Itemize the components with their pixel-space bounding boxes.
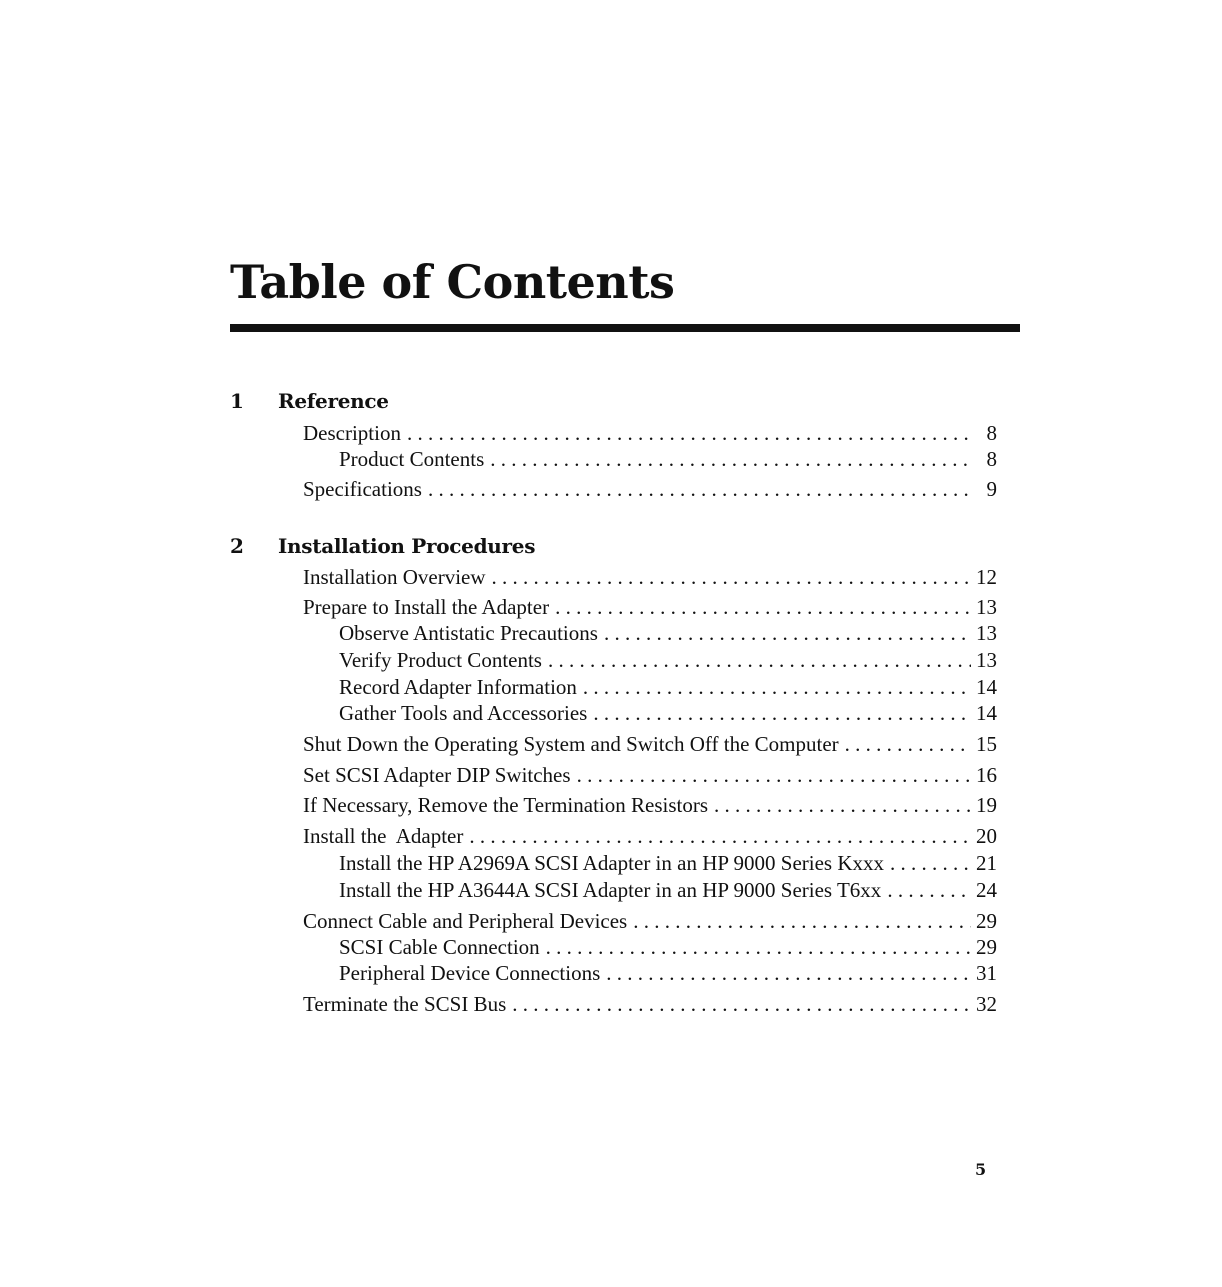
dot-leader (577, 674, 971, 700)
toc-entry[interactable] (303, 476, 997, 502)
toc-entry-label: Description (303, 421, 401, 445)
dot-leader (708, 792, 971, 818)
toc-entry-label: SCSI Cable Connection (339, 935, 540, 959)
toc-entry-page: 32 (976, 992, 997, 1016)
toc-entry-page: 31 (976, 961, 997, 985)
toc-entry-page: 13 (976, 621, 997, 645)
toc-entry-page: 14 (976, 675, 997, 699)
page-title: Table of Contents (230, 255, 675, 309)
toc-entry-page: 13 (976, 648, 997, 672)
dot-leader (506, 991, 971, 1017)
toc-entry-page: 21 (976, 851, 997, 875)
toc-entry-label: Product Contents (339, 447, 485, 471)
toc-entry-label: Prepare to Install the Adapter (303, 595, 550, 619)
dot-leader (401, 420, 971, 446)
toc-entry-page: 13 (976, 595, 997, 619)
toc-entry-page: 29 (976, 935, 997, 959)
toc-entry-label: Shut Down the Operating System and Switch Off the Computer (303, 732, 839, 756)
toc-entry-label: Install the HP A2969A SCSI Adapter in an HP 9000 Series Kxxx (339, 851, 885, 875)
toc-entry[interactable] (303, 792, 997, 818)
toc-entry-label: Record Adapter Information (339, 675, 577, 699)
page-number: 5 (975, 1160, 987, 1179)
dot-leader (463, 823, 971, 849)
toc-entry[interactable] (303, 823, 997, 849)
dot-leader (600, 960, 971, 986)
dot-leader (486, 564, 971, 590)
toc-entry-label: Peripheral Device Connections (339, 961, 601, 985)
toc-entry-page: 9 (986, 477, 997, 501)
toc-entry-label: Install the HP A3644A SCSI Adapter in an HP 9000 Series T6xx (339, 878, 882, 902)
dot-leader (839, 731, 971, 757)
toc-entry[interactable] (303, 731, 997, 757)
dot-leader (422, 476, 971, 502)
chapter-title: Reference (278, 389, 389, 413)
toc-entry-label: Gather Tools and Accessories (339, 701, 588, 725)
toc-entry[interactable] (303, 594, 997, 620)
toc-entry[interactable] (339, 960, 997, 986)
toc-entry[interactable] (303, 762, 997, 788)
toc-entry-label: If Necessary, Remove the Termination Resistors (303, 793, 709, 817)
toc-entry-label: Connect Cable and Peripheral Devices (303, 909, 628, 933)
dot-leader (884, 850, 971, 876)
toc-entry-page: 15 (976, 732, 997, 756)
dot-leader (571, 762, 971, 788)
toc-entry-page: 29 (976, 909, 997, 933)
dot-leader (587, 700, 971, 726)
dot-leader (881, 877, 971, 903)
dot-leader (540, 934, 971, 960)
toc-entry-page: 8 (986, 447, 997, 471)
toc-entry[interactable] (303, 991, 997, 1017)
toc-entry[interactable] (339, 647, 997, 673)
dot-leader (598, 620, 971, 646)
toc-entry-label: Install the Adapter (303, 824, 464, 848)
toc-entry-label: Specifications (303, 477, 422, 501)
toc-entry[interactable] (303, 420, 997, 446)
toc-entry[interactable] (339, 850, 997, 876)
dot-leader (627, 908, 971, 934)
toc-entry-page: 12 (976, 565, 997, 589)
title-rule (230, 324, 1020, 332)
toc-entry-label: Verify Product Contents (339, 648, 542, 672)
dot-leader (549, 594, 971, 620)
toc-entry[interactable] (339, 934, 997, 960)
toc-entry[interactable] (339, 700, 997, 726)
toc-entry[interactable] (303, 908, 997, 934)
toc-entry-page: 16 (976, 763, 997, 787)
toc-entry-page: 14 (976, 701, 997, 725)
dot-leader (484, 446, 971, 472)
toc-entry-page: 8 (986, 421, 997, 445)
chapter-number: 1 (230, 389, 244, 413)
toc-entry-label: Installation Overview (303, 565, 486, 589)
toc-entry-page: 20 (976, 824, 997, 848)
toc-entry[interactable] (339, 620, 997, 646)
toc-entry-page: 19 (976, 793, 997, 817)
chapter-number: 2 (230, 534, 244, 558)
toc-entry-label: Observe Antistatic Precautions (339, 621, 598, 645)
toc-entry[interactable] (303, 564, 997, 590)
toc-entry[interactable] (339, 446, 997, 472)
toc-entry-label: Set SCSI Adapter DIP Switches (303, 763, 571, 787)
dot-leader (542, 647, 971, 673)
toc-entry[interactable] (339, 877, 997, 903)
toc-entry-page: 24 (976, 878, 997, 902)
toc-entry[interactable] (339, 674, 997, 700)
toc-entry-label: Terminate the SCSI Bus (303, 992, 507, 1016)
chapter-title: Installation Procedures (278, 534, 536, 558)
